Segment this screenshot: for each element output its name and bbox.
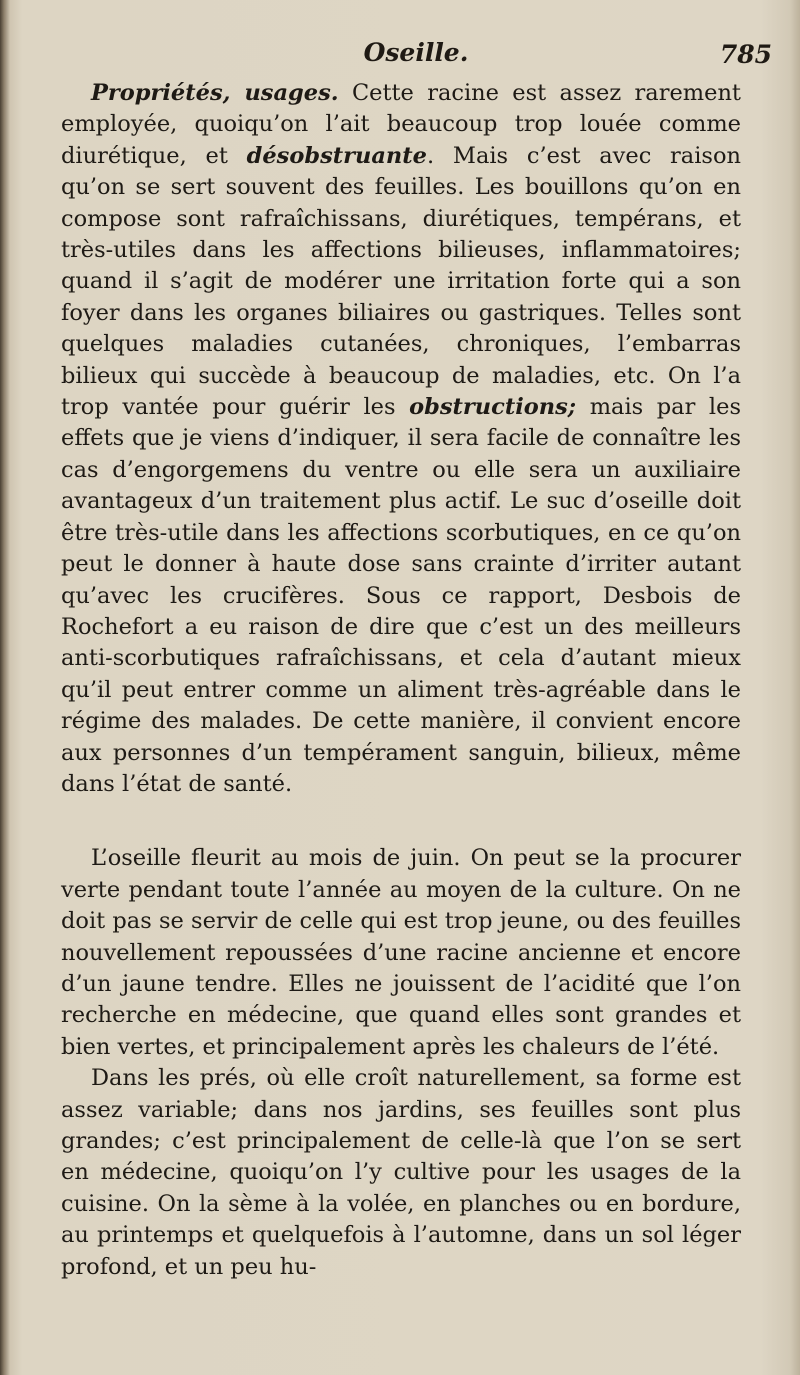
paragraph-properties-uses — [61, 78, 741, 800]
paragraph-cultivation: Dans les prés, où elle croît naturellement, sa forme est assez variable; dans nos jardins, ses feuilles sont plus grandes; c’est principalement de celle-là que l’on se sert en médecine, quoiqu’on l’y cultive pour les usages de la cuisine. On la sème à la volée, en planches ou en bordure, au printemps et quelquefois à l’automne, dans un sol léger profond, et un peu hu- — [61, 1065, 741, 1280]
paragraph-flowering: L’oseille fleurit au mois de juin. On peut se la procurer verte pendant toute l’année au moyen de la culture. On ne doit pas se servir de celle qui est trop jeune, ou des feuilles nouvellement repoussées d’une racine ancienne et encore d’un jaune tendre. Elles ne jouissent de l’acidité que l’on recherche en médecine, que quand elles sont grandes et bien vertes, et principalement après les chaleurs de l’été. — [61, 845, 741, 1060]
section-lead: Propriétés, usages. — [91, 80, 339, 106]
emphasis-term: désobstruante — [246, 142, 427, 169]
page-number: 785 — [719, 40, 772, 69]
paragraph-text: mais par les effets que je viens d’indiquer, il sera facile de connaître les cas d’engorgemens du ventre ou elle sera un auxiliaire avantageux d’un traitement plus actif. Le suc d’oseille doit être très-utile dans les affections scorbutiques, en ce qu’on peut le donner à haute dose sans crainte d’irriter autant qu’avec les crucifères. Sous ce rapport, Desbois de Rochefort a eu raison de dire que c’est un des meilleurs anti-scorbutiques rafraîchissans, et cela d’autant mieux qu’il peut entrer comme un aliment très-agréable dans le régime des malades. De cette manière, il convient encore aux personnes d’un tempérament sanguin, bilieux, même dans l’état de santé. — [61, 394, 741, 797]
emphasis-term: obstructions; — [409, 394, 577, 421]
running-title: Oseille. — [363, 38, 469, 67]
paragraph-text: Cette racine est assez rarement employée, quoiqu’on l’ait beaucoup trop louée comme diurétique, et — [61, 80, 741, 169]
paragraph-text: . Mais c’est avec raison qu’on se sert souvent des feuilles. Les bouillons qu’on en compose sont rafraîchissans, diurétiques, tempérans, et très-utiles dans les affections bilieuses, inflammatoires; quand il s’agit de modérer une irritation forte qui a son foyer dans les organes biliaires ou gastriques. Telles sont quelques maladies cutanées, chroniques, l’embarras bilieux qui succède à beaucoup de maladies, etc. On l’a trop vantée pour guérir les — [61, 142, 742, 421]
running-head — [60, 38, 772, 78]
body-text — [61, 78, 741, 1283]
